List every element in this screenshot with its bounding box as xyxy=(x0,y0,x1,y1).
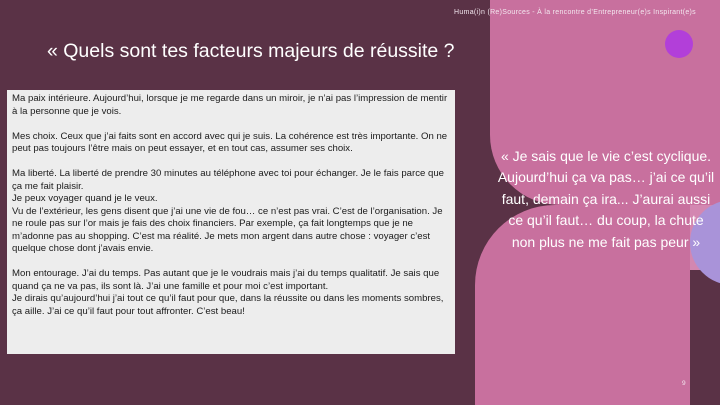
travel-line: Je peux voyager quand je le veux. xyxy=(12,193,158,204)
paragraph-inner-peace: Ma paix intérieure. Aujourd’hui, lorsque je me regarde dans un miroir, je n’ai pas l’impression de mentir à la personne que je vois. xyxy=(12,93,448,117)
paragraph-choices: Mes choix. Ceux que j’ai faits sont en accord avec qui je suis. La cohérence est très importante. On ne peut pas toujours l’être mais on peut essayer, et en tout cas, assumer ses choix. xyxy=(12,130,448,154)
conclusion-line: Je dirais qu’aujourd’hui j’ai tout ce qu’il faut pour que, dans la réussite ou dans les moments sombres, ça aille. J’ai ce qu’il faut pour tout affronter. C’est beau! xyxy=(12,293,444,317)
header-tagline: Huma(i)n (Re)Sources - À la rencontre d’Entrepreneur(e)s Inspirant(e)s xyxy=(454,9,696,16)
entourage-line: Mon entourage. J’ai du temps. Pas autant que je le voudrais mais j’ai du temps qualitatif. Je sais que quand ça ne va pas, ils sont là. J’ai une famille et pour moi c’est important. xyxy=(12,268,440,292)
slide-title: « Quels sont tes facteurs majeurs de réussite ? xyxy=(47,40,455,62)
paragraph-entourage xyxy=(12,268,450,318)
decorative-purple-dot xyxy=(665,30,693,58)
outside-view-line: Vu de l’extérieur, les gens disent que j’ai une vie de fou… ce n’est pas vrai. C’est de l’organisation. Je ne roule pas sur l’or mais je fais des choix financiers. Par exemple, ça fait longtemps que je ne m’adonne pas au shopping. C’est ma réalité. Je mets mon argent dans autre chose : voyager c’est quelque chose dont j’avais envie. xyxy=(12,205,443,254)
highlight-quote: « Je sais que le vie c’est cyclique. Aujourd’hui ça va pas… j’ai ce qu’il faut, demain ça ira... J’aurai aussi ce qu’il faut… du coup, la chute non plus ne me fait pas peur » xyxy=(497,148,715,250)
answer-text-box xyxy=(7,90,455,354)
page-number: 9 xyxy=(682,380,686,387)
freedom-line: Ma liberté. La liberté de prendre 30 minutes au téléphone avec toi pour échanger. Je le fais parce que ça me fait plaisir. xyxy=(12,168,444,192)
paragraph-freedom xyxy=(12,168,450,256)
